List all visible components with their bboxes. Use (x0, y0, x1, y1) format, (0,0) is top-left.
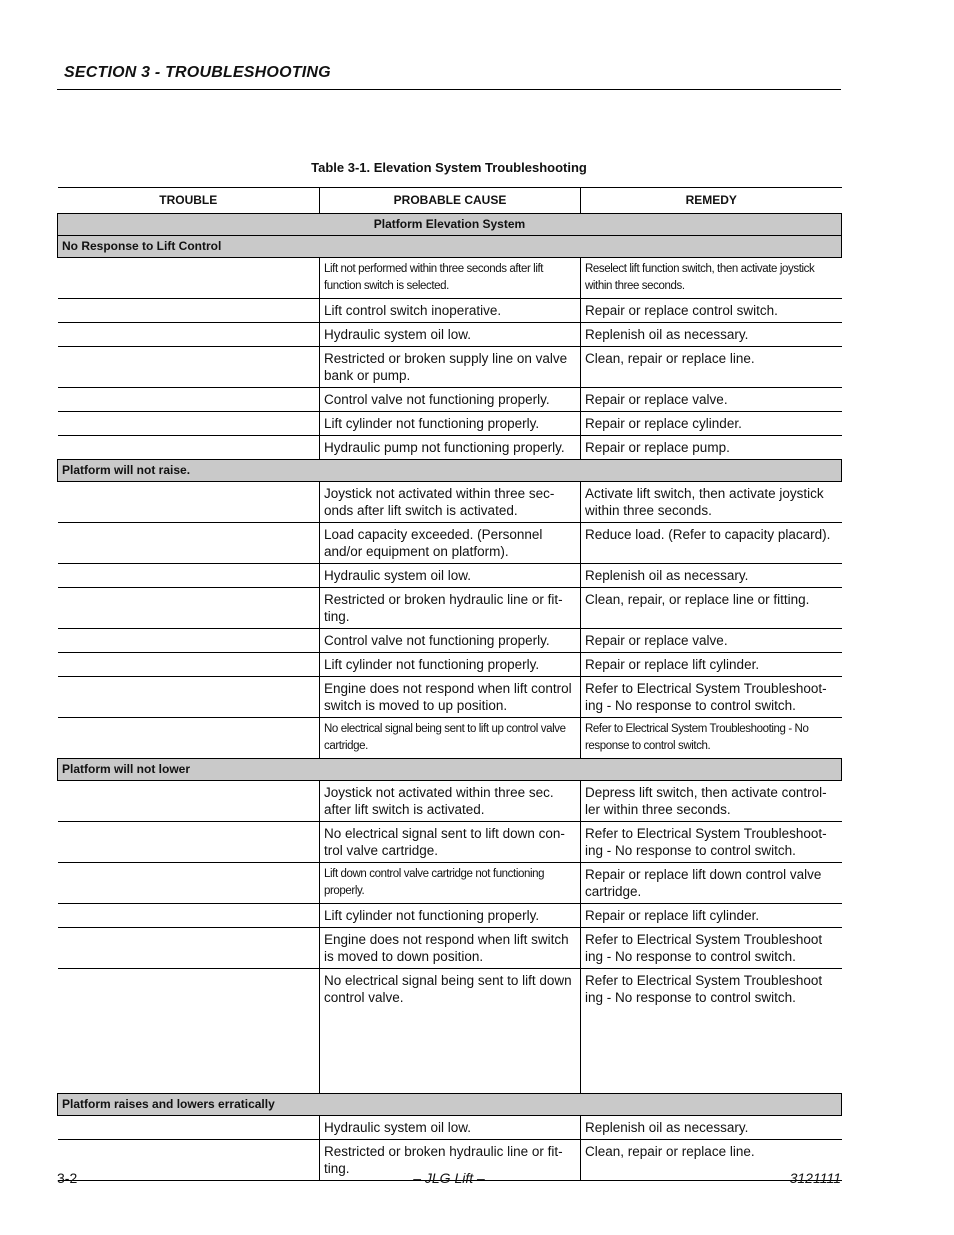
section-title: Platform raises and lowers erratically (58, 1094, 842, 1116)
trouble-cell (58, 323, 320, 347)
remedy-cell: Replenish oil as necessary. (581, 1116, 842, 1140)
troubleshooting-table (57, 187, 842, 1181)
trouble-cell (58, 482, 320, 523)
cause-cell: Lift control switch inoperative. (320, 299, 581, 323)
cause-cell: Restricted or broken hydraulic line or fit- ting. (320, 588, 581, 629)
cause-cell: Hydraulic system oil low. (320, 323, 581, 347)
section-header-row (58, 1094, 842, 1116)
cause-cell: Load capacity exceeded. (Personnel and/or equipment on platform). (320, 523, 581, 564)
table-row (58, 718, 842, 759)
remedy-cell: Reselect lift function switch, then activate joystick within three seconds. (581, 258, 842, 299)
trouble-cell (58, 388, 320, 412)
cause-cell: No electrical signal being sent to lift down control valve. (320, 969, 581, 1094)
remedy-cell: Replenish oil as necessary. (581, 323, 842, 347)
cause-cell: Hydraulic system oil low. (320, 564, 581, 588)
table-caption: Table 3-1. Elevation System Troubleshooting (311, 160, 587, 175)
table-row (58, 629, 842, 653)
cause-cell: Engine does not respond when lift switch is moved to down position. (320, 928, 581, 969)
remedy-cell: Clean, repair, or replace line or fitting. (581, 588, 842, 629)
table-row (58, 347, 842, 388)
cause-cell: No electrical signal sent to lift down con- trol valve cartridge. (320, 822, 581, 863)
section-title: Platform will not raise. (58, 460, 842, 482)
trouble-cell (58, 412, 320, 436)
remedy-cell: Clean, repair or replace line. (581, 347, 842, 388)
remedy-cell: Repair or replace valve. (581, 388, 842, 412)
trouble-cell (58, 523, 320, 564)
remedy-cell: Repair or replace lift cylinder. (581, 653, 842, 677)
trouble-cell (58, 904, 320, 928)
section-title: Platform will not lower (58, 759, 842, 781)
table-row (58, 677, 842, 718)
section-header-row (58, 460, 842, 482)
remedy-cell: Repair or replace control switch. (581, 299, 842, 323)
remedy-cell: Replenish oil as necessary. (581, 564, 842, 588)
group-header-row (58, 214, 842, 236)
remedy-cell: Repair or replace lift cylinder. (581, 904, 842, 928)
remedy-cell: Repair or replace cylinder. (581, 412, 842, 436)
cause-cell: Hydraulic system oil low. (320, 1116, 581, 1140)
remedy-cell: Clean, repair or replace line. (581, 1140, 842, 1181)
table-row (58, 323, 842, 347)
remedy-cell: Depress lift switch, then activate control- ler within three seconds. (581, 781, 842, 822)
remedy-cell: Refer to Electrical System Troubleshooting - No response to control switch. (581, 718, 842, 759)
column-header-remedy: REMEDY (581, 188, 842, 214)
table-row (58, 904, 842, 928)
trouble-cell (58, 258, 320, 299)
table-row (58, 482, 842, 523)
table-row (58, 258, 842, 299)
table-row (58, 388, 842, 412)
trouble-cell (58, 436, 320, 460)
cause-cell: Control valve not functioning properly. (320, 629, 581, 653)
column-header-trouble: TROUBLE (58, 188, 320, 214)
table-row (58, 1116, 842, 1140)
trouble-cell (58, 588, 320, 629)
table-row (58, 653, 842, 677)
trouble-cell (58, 969, 320, 1094)
trouble-cell (58, 781, 320, 822)
cause-cell: Lift cylinder not functioning properly. (320, 653, 581, 677)
table-row (58, 969, 842, 1094)
table-row (58, 822, 842, 863)
section-title: No Response to Lift Control (58, 236, 842, 258)
table-row (58, 928, 842, 969)
trouble-cell (58, 928, 320, 969)
column-header-probable-cause: PROBABLE CAUSE (320, 188, 581, 214)
table-row (58, 436, 842, 460)
table-row (58, 523, 842, 564)
trouble-cell (58, 863, 320, 904)
trouble-cell (58, 629, 320, 653)
cause-cell: Engine does not respond when lift control switch is moved to up position. (320, 677, 581, 718)
trouble-cell (58, 347, 320, 388)
cause-cell: Joystick not activated within three sec. after lift switch is activated. (320, 781, 581, 822)
remedy-cell: Repair or replace valve. (581, 629, 842, 653)
cause-cell: Lift down control valve cartridge not functioning properly. (320, 863, 581, 904)
table-row (58, 781, 842, 822)
remedy-cell: Refer to Electrical System Troubleshoot- ing - No response to control switch. (581, 677, 842, 718)
footer-brand: – JLG Lift – (413, 1170, 485, 1186)
table-row (58, 863, 842, 904)
trouble-cell (58, 822, 320, 863)
table-row (58, 588, 842, 629)
group-title: Platform Elevation System (58, 214, 842, 236)
remedy-cell: Reduce load. (Refer to capacity placard). (581, 523, 842, 564)
table-row (58, 412, 842, 436)
document-number: 3121111 (789, 1170, 841, 1186)
cause-cell: No electrical signal being sent to lift up control valve cartridge. (320, 718, 581, 759)
remedy-cell: Refer to Electrical System Troubleshoot- ing - No response to control switch. (581, 822, 842, 863)
page-number: 3-2 (57, 1170, 78, 1186)
table-row (58, 299, 842, 323)
remedy-cell: Activate lift switch, then activate joystick within three seconds. (581, 482, 842, 523)
section-header-row (58, 236, 842, 258)
cause-cell: Hydraulic pump not functioning properly. (320, 436, 581, 460)
table-header-row (58, 188, 842, 214)
cause-cell: Lift cylinder not functioning properly. (320, 904, 581, 928)
section-header-row (58, 759, 842, 781)
remedy-cell: Refer to Electrical System Troubleshoot ing - No response to control switch. (581, 928, 842, 969)
remedy-cell: Repair or replace lift down control valve cartridge. (581, 863, 842, 904)
remedy-cell: Refer to Electrical System Troubleshoot ing - No response to control switch. (581, 969, 842, 1094)
header-divider (57, 89, 841, 90)
trouble-cell (58, 718, 320, 759)
cause-cell: Lift not performed within three seconds after lift function switch is selected. (320, 258, 581, 299)
cause-cell: Control valve not functioning properly. (320, 388, 581, 412)
section-title: SECTION 3 - TROUBLESHOOTING (64, 64, 331, 81)
trouble-cell (58, 299, 320, 323)
remedy-cell: Repair or replace pump. (581, 436, 842, 460)
trouble-cell (58, 677, 320, 718)
cause-cell: Restricted or broken supply line on valve bank or pump. (320, 347, 581, 388)
trouble-cell (58, 653, 320, 677)
cause-cell: Joystick not activated within three sec- onds after lift switch is activated. (320, 482, 581, 523)
trouble-cell (58, 1116, 320, 1140)
trouble-cell (58, 564, 320, 588)
cause-cell: Lift cylinder not functioning properly. (320, 412, 581, 436)
cause-cell: Restricted or broken hydraulic line or fit- ting. (320, 1140, 581, 1181)
table-row (58, 564, 842, 588)
